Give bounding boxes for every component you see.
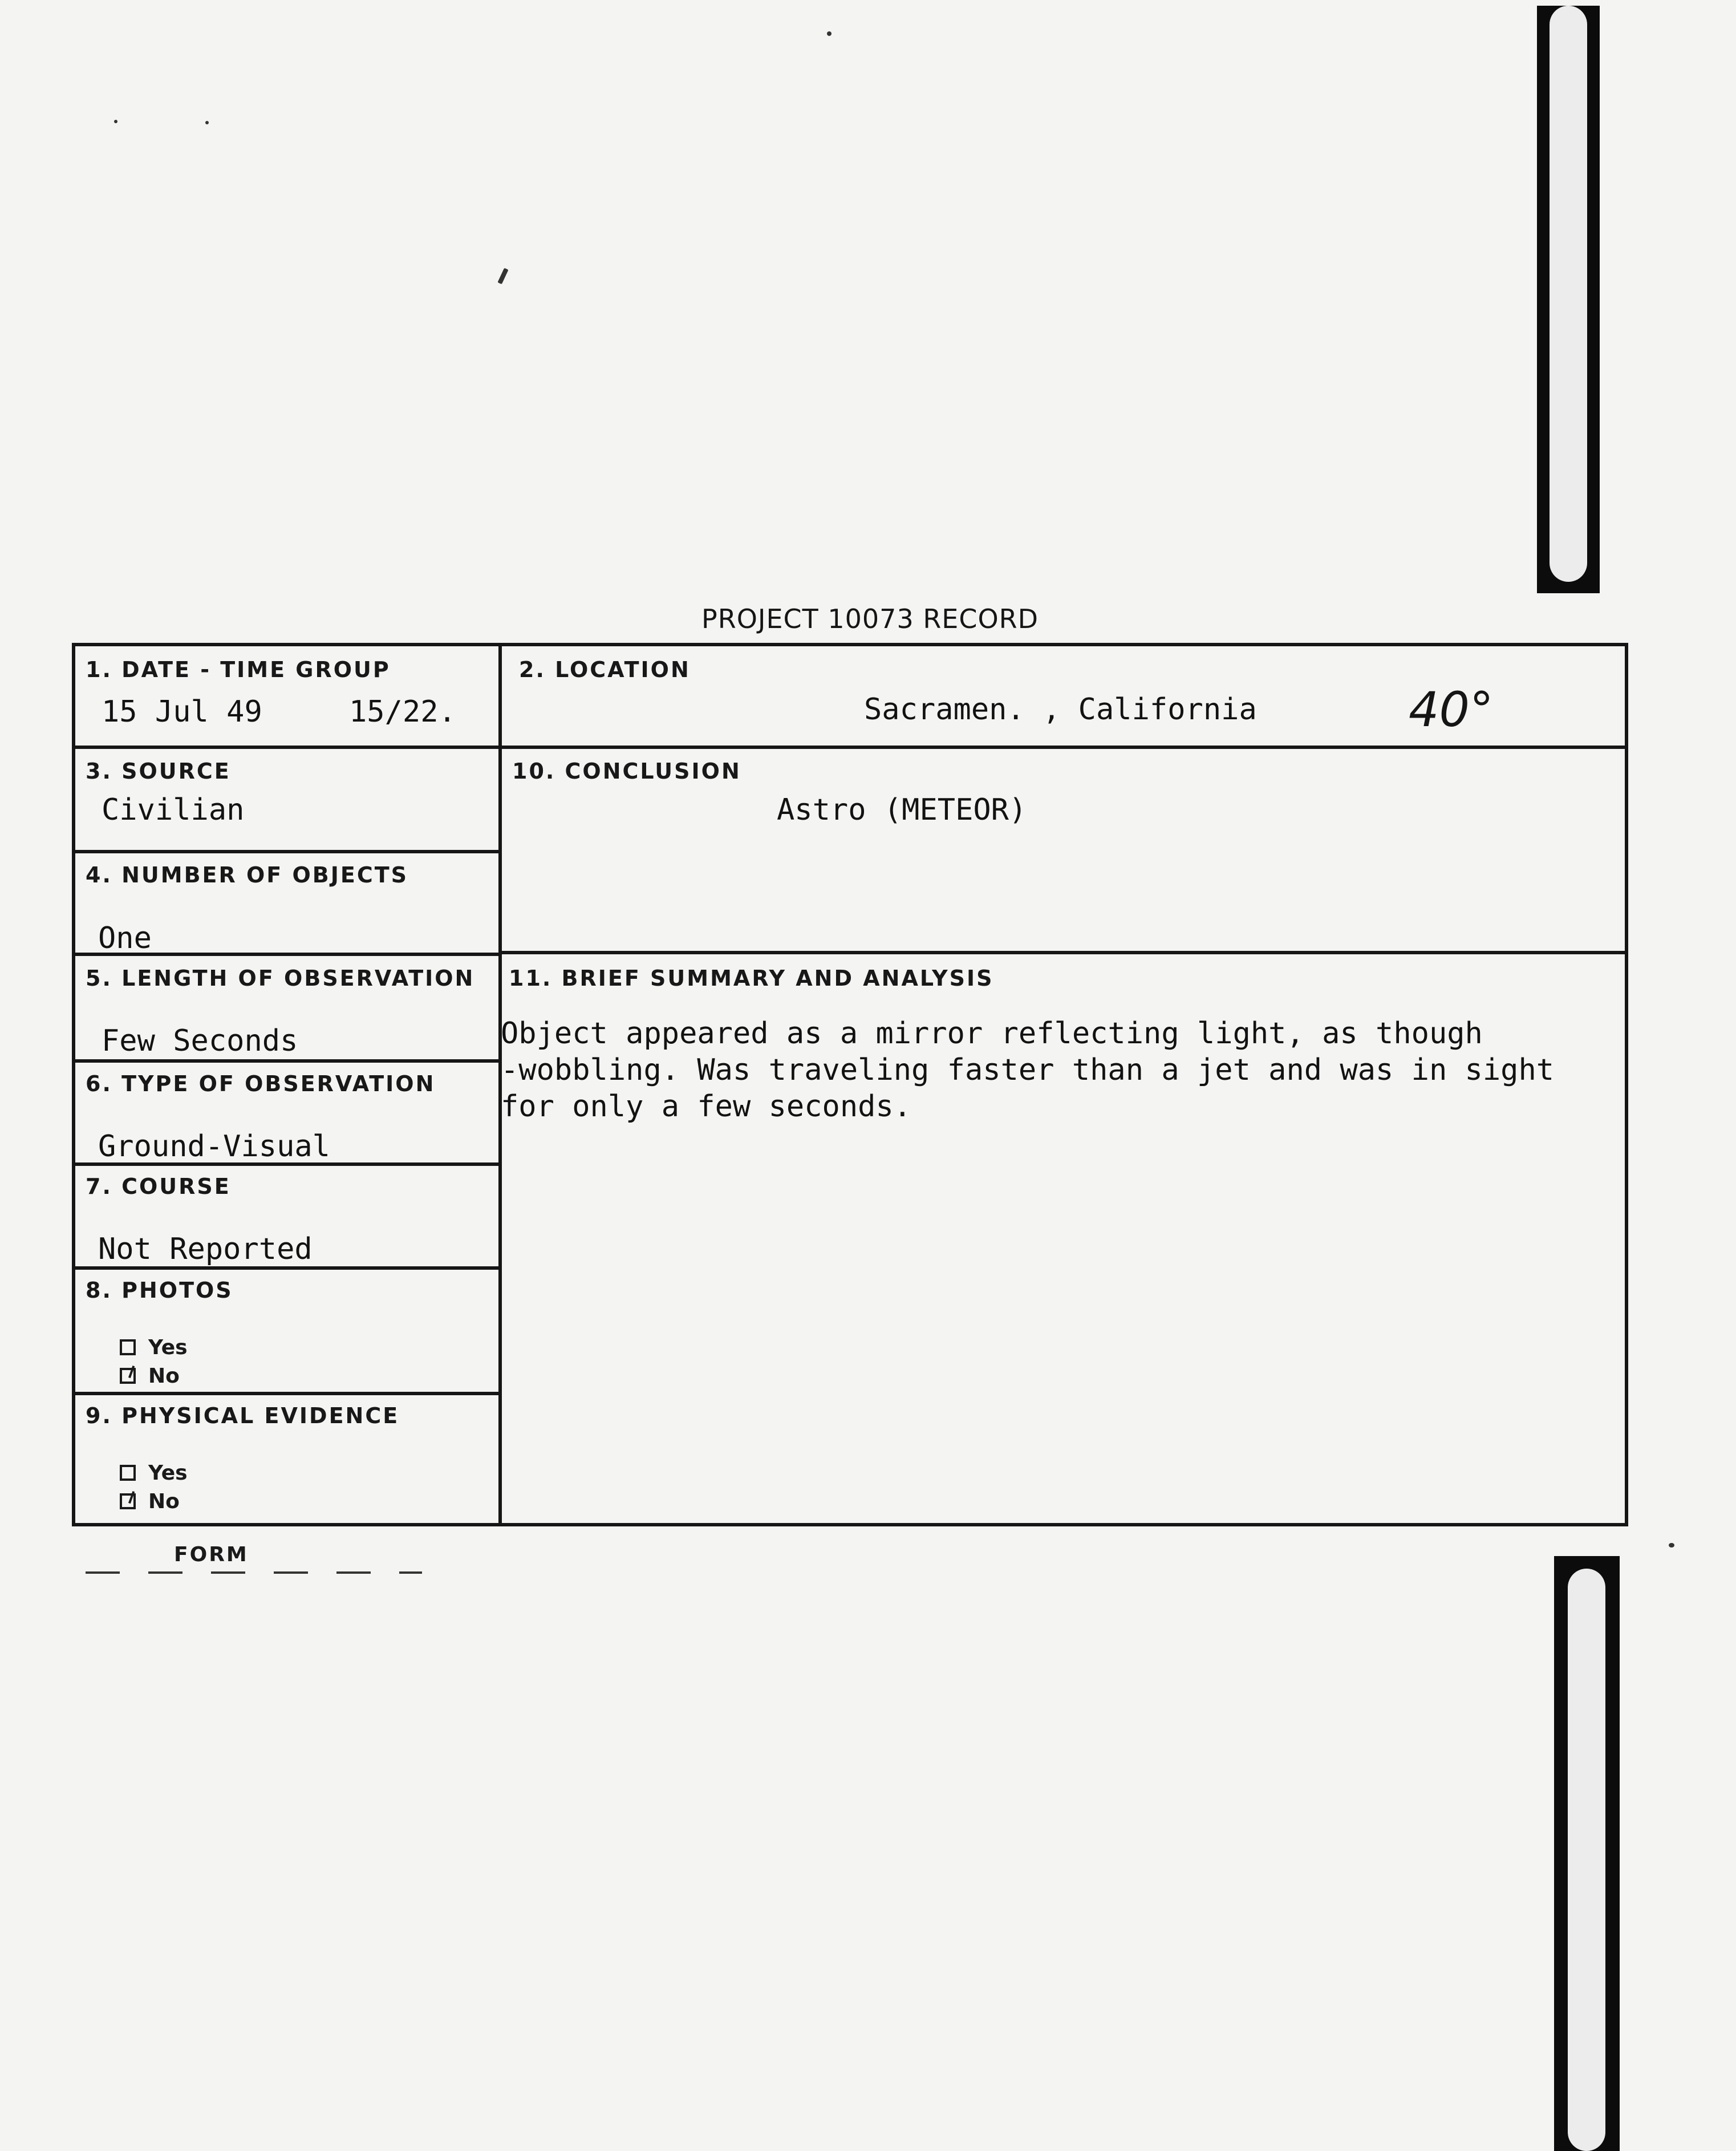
course-label: 7. COURSE bbox=[86, 1174, 231, 1199]
brief-summary-label: 11. BRIEF SUMMARY AND ANALYSIS bbox=[509, 966, 994, 991]
speck bbox=[114, 120, 117, 123]
photos-no-option: No bbox=[120, 1364, 180, 1388]
rule bbox=[72, 1266, 502, 1270]
form-footer-label: FORM bbox=[174, 1543, 249, 1566]
conclusion-label: 10. CONCLUSION bbox=[512, 759, 741, 784]
speck bbox=[205, 121, 209, 124]
photos-label: 8. PHOTOS bbox=[86, 1278, 233, 1303]
checked-checkbox-icon bbox=[120, 1493, 136, 1509]
rule bbox=[72, 850, 502, 853]
time-value: 15/22. bbox=[349, 695, 456, 729]
date-time-label: 1. DATE - TIME GROUP bbox=[86, 657, 391, 682]
checked-checkbox-icon bbox=[120, 1368, 136, 1384]
location-label: 2. LOCATION bbox=[519, 657, 691, 682]
film-edge-top bbox=[1537, 6, 1600, 593]
rule bbox=[72, 1392, 502, 1395]
rule bbox=[498, 746, 1628, 749]
type-of-observation-value: Ground-Visual bbox=[98, 1129, 330, 1164]
length-of-observation-label: 5. LENGTH OF OBSERVATION bbox=[86, 966, 475, 991]
date-value: 15 Jul 49 bbox=[102, 695, 262, 729]
physical-evidence-yes-option: Yes bbox=[120, 1461, 188, 1485]
document-title: PROJECT 10073 RECORD bbox=[701, 603, 1039, 634]
speck bbox=[1669, 1543, 1674, 1548]
physical-evidence-no-option: No bbox=[120, 1490, 180, 1513]
speck bbox=[827, 31, 832, 36]
source-value: Civilian bbox=[102, 793, 245, 827]
course-value: Not Reported bbox=[98, 1232, 313, 1266]
checkbox-icon bbox=[120, 1465, 136, 1481]
film-edge-bottom bbox=[1554, 1556, 1620, 2151]
checkbox-icon bbox=[120, 1339, 136, 1355]
physical-evidence-label: 9. PHYSICAL EVIDENCE bbox=[86, 1403, 400, 1428]
rule bbox=[498, 951, 1628, 954]
rule bbox=[72, 746, 502, 749]
brief-summary-text: Object appeared as a mirror reflecting light, as though -wobbling. Was traveling faster than a jet and was in sight for only a few seconds. bbox=[501, 1016, 1555, 1124]
speck bbox=[497, 268, 508, 285]
length-of-observation-value: Few Seconds bbox=[102, 1024, 298, 1058]
location-value: Sacramen. , California bbox=[864, 692, 1257, 727]
number-of-objects-value: One bbox=[98, 921, 152, 955]
rule bbox=[72, 1059, 502, 1063]
number-of-objects-label: 4. NUMBER OF OBJECTS bbox=[86, 862, 409, 888]
form-footer-cutoff bbox=[86, 1571, 422, 1574]
type-of-observation-label: 6. TYPE OF OBSERVATION bbox=[86, 1071, 436, 1096]
handwritten-note: 40° bbox=[1409, 682, 1494, 738]
source-label: 3. SOURCE bbox=[86, 759, 231, 784]
conclusion-value: Astro (METEOR) bbox=[777, 793, 1027, 827]
photos-yes-option: Yes bbox=[120, 1336, 188, 1359]
